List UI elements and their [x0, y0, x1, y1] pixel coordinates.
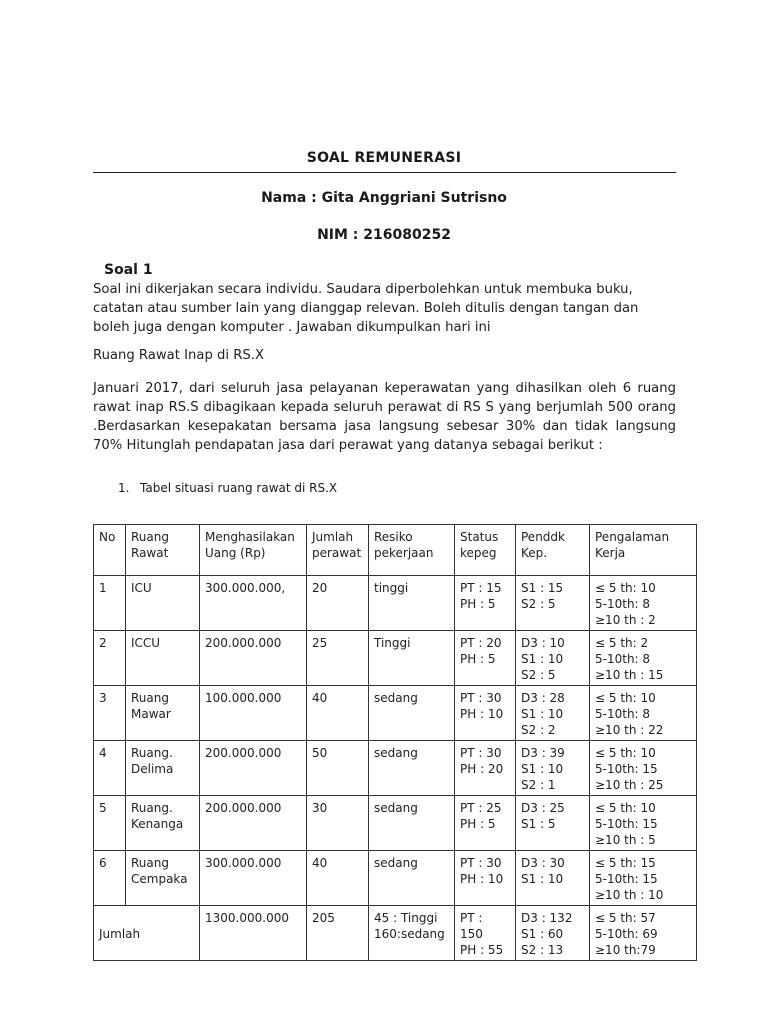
cell-resiko — [369, 741, 455, 796]
cell-pengalaman — [590, 851, 697, 906]
cell-total-jumlah-line: 205 — [312, 911, 335, 925]
cell-total-status — [455, 906, 516, 961]
header-line: Uang (Rp) — [205, 546, 266, 560]
cell-uang-line: 200.000.000 — [205, 636, 282, 650]
cell-no — [94, 796, 126, 851]
cell-total-resiko-line: 160:sedang — [374, 927, 445, 941]
cell-uang — [200, 576, 307, 631]
cell-status-line: PH : 10 — [460, 872, 504, 886]
cell-jumlah — [307, 851, 369, 906]
cell-pengalaman-line: 5-10th: 8 — [595, 652, 651, 666]
cell-no — [94, 576, 126, 631]
cell-total-resiko — [369, 906, 455, 961]
header-line: Kerja — [595, 546, 626, 560]
table-row — [94, 796, 697, 851]
cell-jumlah — [307, 741, 369, 796]
header-line: pekerjaan — [374, 546, 434, 560]
table-row — [94, 851, 697, 906]
cell-uang — [200, 631, 307, 686]
cell-pendidikan-line: S2 : 5 — [521, 597, 556, 611]
cell-pendidikan-line: D3 : 39 — [521, 746, 565, 760]
cell-total-pengalaman-line: 5-10th: 69 — [595, 927, 658, 941]
cell-status-line: PH : 20 — [460, 762, 504, 776]
cell-pengalaman — [590, 686, 697, 741]
cell-total-pendidikan-line: S1 : 60 — [521, 927, 564, 941]
document-title: SOAL REMUNERASI — [306, 150, 462, 166]
cell-pengalaman — [590, 796, 697, 851]
cell-resiko-line: sedang — [374, 856, 418, 870]
cell-pengalaman-line: ≥10 th : 5 — [595, 833, 656, 847]
cell-ruang-line: ICU — [131, 581, 152, 595]
cell-ruang — [126, 631, 200, 686]
cell-ruang — [126, 741, 200, 796]
cell-status-line: PH : 5 — [460, 652, 496, 666]
cell-jumlah — [307, 686, 369, 741]
cell-status-line: PT : 30 — [460, 691, 502, 705]
student-nim: NIM : 216080252 — [317, 227, 451, 243]
cell-status-line: PT : 25 — [460, 801, 502, 815]
cell-resiko — [369, 796, 455, 851]
header-line: No — [99, 530, 116, 544]
table-total-row — [94, 906, 697, 961]
cell-no-line: 2 — [99, 636, 107, 650]
cell-no — [94, 686, 126, 741]
cell-status — [455, 741, 516, 796]
cell-pendidikan-line: S1 : 15 — [521, 581, 564, 595]
cell-total-jumlah — [307, 906, 369, 961]
ward-table — [93, 524, 697, 961]
column-header — [455, 525, 516, 576]
cell-uang-line: 300.000.000 — [205, 856, 282, 870]
cell-resiko-line: tinggi — [374, 581, 409, 595]
cell-ruang-line: Delima — [131, 762, 174, 776]
cell-status-line: PH : 5 — [460, 817, 496, 831]
cell-pengalaman-line: 5-10th: 15 — [595, 762, 658, 776]
cell-resiko — [369, 686, 455, 741]
header-line: Jumlah — [312, 530, 354, 544]
cell-ruang-line: Mawar — [131, 707, 171, 721]
cell-total-status-line: 150 — [460, 927, 483, 941]
cell-status-line: PT : 20 — [460, 636, 502, 650]
cell-total-status-line: PT : — [460, 911, 483, 925]
cell-status — [455, 796, 516, 851]
cell-total-pengalaman-line: ≥10 th:79 — [595, 943, 656, 957]
cell-status — [455, 686, 516, 741]
header-line: kepeg — [460, 546, 497, 560]
title-divider — [93, 172, 676, 173]
cell-resiko-line: Tinggi — [374, 636, 411, 650]
cell-pengalaman-line: 5-10th: 8 — [595, 597, 651, 611]
header-line: perawat — [312, 546, 362, 560]
cell-pengalaman-line: ≤ 5 th: 10 — [595, 691, 656, 705]
column-header — [307, 525, 369, 576]
cell-total-resiko-line: 45 : Tinggi — [374, 911, 438, 925]
cell-uang-line: 200.000.000 — [205, 801, 282, 815]
cell-total-label-line: Jumlah — [99, 927, 141, 941]
cell-pengalaman-line: ≤ 5 th: 10 — [595, 746, 656, 760]
cell-pendidikan-line: D3 : 10 — [521, 636, 565, 650]
cell-pendidikan — [516, 851, 590, 906]
cell-pengalaman-line: ≤ 5 th: 15 — [595, 856, 656, 870]
column-header — [516, 525, 590, 576]
cell-no-line: 1 — [99, 581, 107, 595]
cell-pendidikan — [516, 576, 590, 631]
cell-pendidikan-line: S1 : 10 — [521, 872, 564, 886]
intro-paragraph: Soal ini dikerjakan secara individu. Saudara diperbolehkan untuk membuka buku, catatan atau sumber lain yang dianggap relevan. Boleh ditulis dengan tangan dan boleh juga dengan komputer . Jawaban dikumpulkan hari ini — [93, 282, 639, 335]
cell-ruang-line: Ruang. — [131, 746, 173, 760]
cell-total-status-line: PH : 55 — [460, 943, 504, 957]
list-item-text: Tabel situasi ruang rawat di RS.X — [140, 481, 338, 495]
cell-jumlah-line: 40 — [312, 691, 328, 705]
column-header — [200, 525, 307, 576]
cell-status — [455, 851, 516, 906]
cell-ruang — [126, 686, 200, 741]
student-name: Nama : Gita Anggriani Sutrisno — [261, 190, 507, 206]
cell-no-line: 6 — [99, 856, 107, 870]
table-row — [94, 686, 697, 741]
table-header-row — [94, 525, 697, 576]
cell-total-uang-line: 1300.000.000 — [205, 911, 289, 925]
cell-pendidikan-line: D3 : 30 — [521, 856, 565, 870]
cell-ruang — [126, 851, 200, 906]
cell-uang — [200, 851, 307, 906]
cell-status — [455, 631, 516, 686]
table-body — [94, 576, 697, 961]
question-heading: Soal 1 — [104, 262, 153, 278]
header-line: Ruang — [131, 530, 169, 544]
cell-pendidikan-line: S1 : 10 — [521, 762, 564, 776]
cell-no — [94, 631, 126, 686]
cell-resiko — [369, 631, 455, 686]
cell-pengalaman — [590, 631, 697, 686]
cell-status-line: PT : 30 — [460, 746, 502, 760]
cell-status-line: PT : 30 — [460, 856, 502, 870]
cell-pendidikan — [516, 796, 590, 851]
cell-resiko-line: sedang — [374, 801, 418, 815]
cell-resiko — [369, 576, 455, 631]
cell-ruang-line: Ruang — [131, 691, 169, 705]
column-header — [94, 525, 126, 576]
header-line: Kep. — [521, 546, 548, 560]
cell-pengalaman-line: ≤ 5 th: 10 — [595, 801, 656, 815]
table-row — [94, 576, 697, 631]
cell-pendidikan — [516, 686, 590, 741]
header-line: Menghasilakan — [205, 530, 295, 544]
cell-pendidikan — [516, 631, 590, 686]
header-line: Status — [460, 530, 499, 544]
cell-ruang-line: Ruang — [131, 856, 169, 870]
cell-jumlah — [307, 576, 369, 631]
cell-ruang-line: Cempaka — [131, 872, 188, 886]
cell-pengalaman-line: ≥10 th : 2 — [595, 613, 656, 627]
cell-uang-line: 200.000.000 — [205, 746, 282, 760]
cell-jumlah-line: 20 — [312, 581, 328, 595]
cell-pengalaman-line: 5-10th: 8 — [595, 707, 651, 721]
cell-pengalaman-line: 5-10th: 15 — [595, 872, 658, 886]
cell-pengalaman-line: ≤ 5 th: 10 — [595, 581, 656, 595]
cell-total-label — [94, 906, 200, 961]
header-line: Resiko — [374, 530, 413, 544]
cell-status-line: PH : 10 — [460, 707, 504, 721]
header-line: Penddk — [521, 530, 565, 544]
list-number: 1. — [118, 481, 130, 495]
list-item — [118, 481, 337, 495]
cell-total-uang — [200, 906, 307, 961]
cell-pengalaman-line: 5-10th: 15 — [595, 817, 658, 831]
subtitle: Ruang Rawat Inap di RS.X — [93, 348, 264, 363]
cell-status-line: PT : 15 — [460, 581, 502, 595]
column-header — [369, 525, 455, 576]
cell-pendidikan-line: D3 : 25 — [521, 801, 565, 815]
cell-pengalaman-line: ≤ 5 th: 2 — [595, 636, 649, 650]
cell-jumlah-line: 30 — [312, 801, 328, 815]
cell-jumlah — [307, 631, 369, 686]
cell-ruang-line: Kenanga — [131, 817, 184, 831]
cell-pendidikan-line: S1 : 10 — [521, 707, 564, 721]
cell-status-line: PH : 5 — [460, 597, 496, 611]
table-row — [94, 631, 697, 686]
cell-total-pendidikan-line: D3 : 132 — [521, 911, 573, 925]
header-line: Pengalaman — [595, 530, 670, 544]
cell-uang — [200, 741, 307, 796]
column-header — [590, 525, 697, 576]
column-header — [126, 525, 200, 576]
cell-ruang — [126, 576, 200, 631]
cell-jumlah-line: 25 — [312, 636, 328, 650]
cell-no-line: 5 — [99, 801, 107, 815]
cell-pendidikan — [516, 741, 590, 796]
cell-ruang-line: ICCU — [131, 636, 161, 650]
cell-pengalaman-line: ≥10 th : 10 — [595, 888, 664, 902]
cell-pendidikan-line: S2 : 1 — [521, 778, 556, 792]
cell-ruang-line: Ruang. — [131, 801, 173, 815]
cell-jumlah-line: 40 — [312, 856, 328, 870]
cell-pendidikan-line: S1 : 5 — [521, 817, 556, 831]
cell-jumlah-line: 50 — [312, 746, 328, 760]
cell-pendidikan-line: D3 : 28 — [521, 691, 565, 705]
cell-resiko-line: sedang — [374, 691, 418, 705]
cell-resiko-line: sedang — [374, 746, 418, 760]
cell-pengalaman-line: ≥10 th : 15 — [595, 668, 664, 682]
cell-pendidikan-line: S2 : 5 — [521, 668, 556, 682]
cell-resiko — [369, 851, 455, 906]
cell-jumlah — [307, 796, 369, 851]
cell-pengalaman — [590, 741, 697, 796]
cell-no-line: 3 — [99, 691, 107, 705]
cell-uang — [200, 796, 307, 851]
cell-pengalaman-line: ≥10 th : 25 — [595, 778, 664, 792]
cell-uang-line: 300.000.000, — [205, 581, 286, 595]
cell-no — [94, 851, 126, 906]
table-row — [94, 741, 697, 796]
cell-status — [455, 576, 516, 631]
header-line: Rawat — [131, 546, 169, 560]
cell-pengalaman — [590, 576, 697, 631]
cell-total-pengalaman-line: ≤ 5 th: 57 — [595, 911, 656, 925]
body-paragraph: Januari 2017, dari seluruh jasa pelayanan keperawatan yang dihasilkan oleh 6 ruang rawat inap RS.S dibagikaan kepada seluruh perawat di RS S yang berjumlah 500 orang .Berdasarkan kesepakatan bersama jasa langsung sebesar 30% dan tidak langsung 70% Hitunglah pendapatan jasa dari perawat yang datanya sebagai berikut : — [93, 381, 676, 453]
cell-total-pendidikan-line: S2 : 13 — [521, 943, 564, 957]
cell-pendidikan-line: S2 : 2 — [521, 723, 556, 737]
cell-uang-line: 100.000.000 — [205, 691, 282, 705]
cell-total-pendidikan — [516, 906, 590, 961]
cell-pendidikan-line: S1 : 10 — [521, 652, 564, 666]
cell-ruang — [126, 796, 200, 851]
cell-total-pengalaman — [590, 906, 697, 961]
cell-uang — [200, 686, 307, 741]
cell-no — [94, 741, 126, 796]
cell-no-line: 4 — [99, 746, 107, 760]
cell-pengalaman-line: ≥10 th : 22 — [595, 723, 664, 737]
